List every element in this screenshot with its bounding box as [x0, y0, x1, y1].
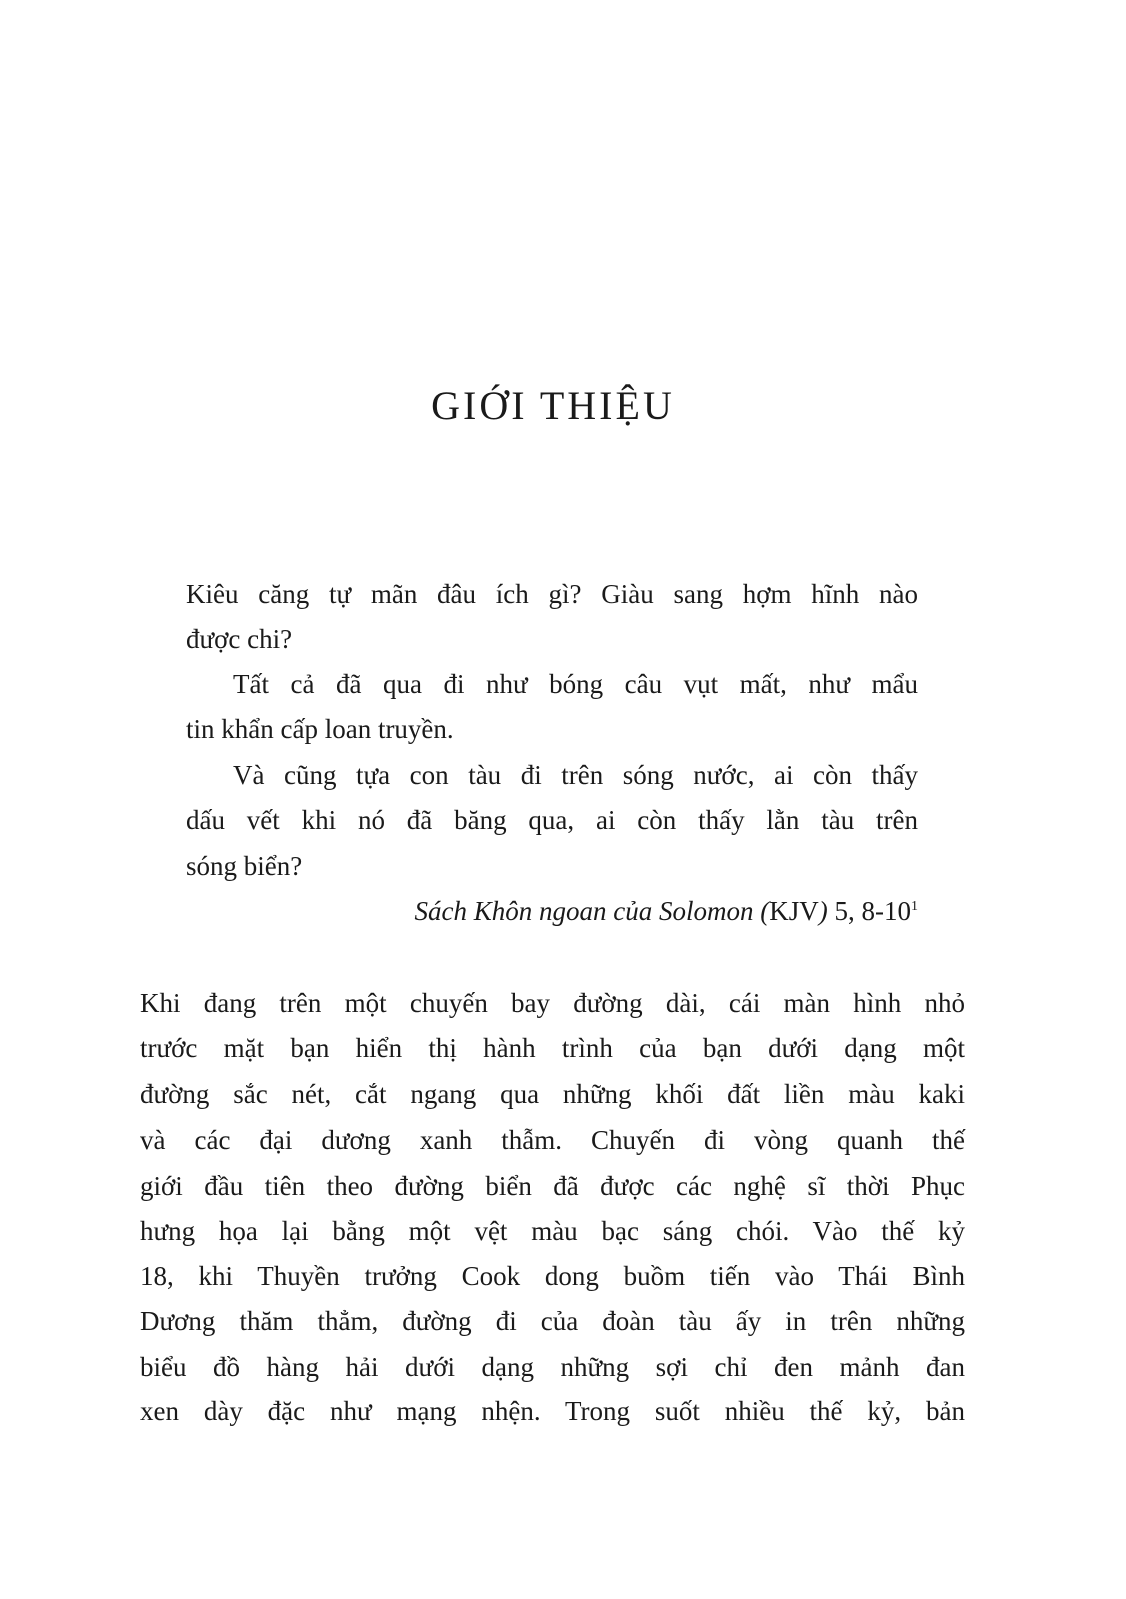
body-line: Dương thăm thẳm, đường đi của đoàn tàu ấy in trên những	[140, 1306, 965, 1336]
epigraph-line: Kiêu căng tự mãn đâu ích gì? Giàu sang hợm hĩnh nào	[186, 579, 918, 609]
body-line: đường sắc nét, cắt ngang qua những khối đất liền màu kaki	[140, 1079, 965, 1109]
body-line: 18, khi Thuyền trưởng Cook dong buồm tiến vào Thái Bình	[140, 1261, 965, 1291]
epigraph-line: được chi?	[186, 624, 293, 654]
body-line: hưng họa lại bằng một vệt màu bạc sáng chói. Vào thế kỷ	[140, 1216, 965, 1246]
citation-work: Sách Khôn ngoan của Solomon	[414, 896, 754, 926]
body-line: và các đại dương xanh thẫm. Chuyến đi vòng quanh thế	[140, 1125, 965, 1155]
body-line: giới đầu tiên theo đường biển đã được các nghệ sĩ thời Phục	[140, 1171, 965, 1201]
citation-version: KJV	[769, 896, 819, 926]
body-line: xen dày đặc như mạng nhện. Trong suốt nhiều thế kỷ, bản	[140, 1396, 965, 1426]
epigraph-line: dấu vết khi nó đã băng qua, ai còn thấy lằn tàu trên	[186, 805, 918, 835]
chapter-title: GIỚI THIỆU	[431, 383, 675, 428]
body-line: Khi đang trên một chuyến bay đường dài, cái màn hình nhỏ	[140, 988, 965, 1018]
epigraph-citation	[186, 895, 918, 927]
body-line: biểu đồ hàng hải dưới dạng những sợi chỉ đen mảnh đan	[140, 1352, 965, 1382]
footnote-marker[interactable]: 1	[911, 899, 918, 914]
citation-paren: (	[753, 896, 770, 926]
body-line: trước mặt bạn hiển thị hành trình của bạn dưới dạng một	[140, 1033, 965, 1063]
epigraph-line: sóng biển?	[186, 851, 303, 881]
epigraph-line: tin khẩn cấp loan truyền.	[186, 714, 454, 744]
epigraph-line: Và cũng tựa con tàu đi trên sóng nước, ai còn thấy	[233, 760, 918, 790]
citation-paren: )	[818, 896, 828, 926]
epigraph-line: Tất cả đã qua đi như bóng câu vụt mất, như mẩu	[233, 669, 918, 699]
citation-reference: 5, 8-10	[827, 896, 911, 926]
